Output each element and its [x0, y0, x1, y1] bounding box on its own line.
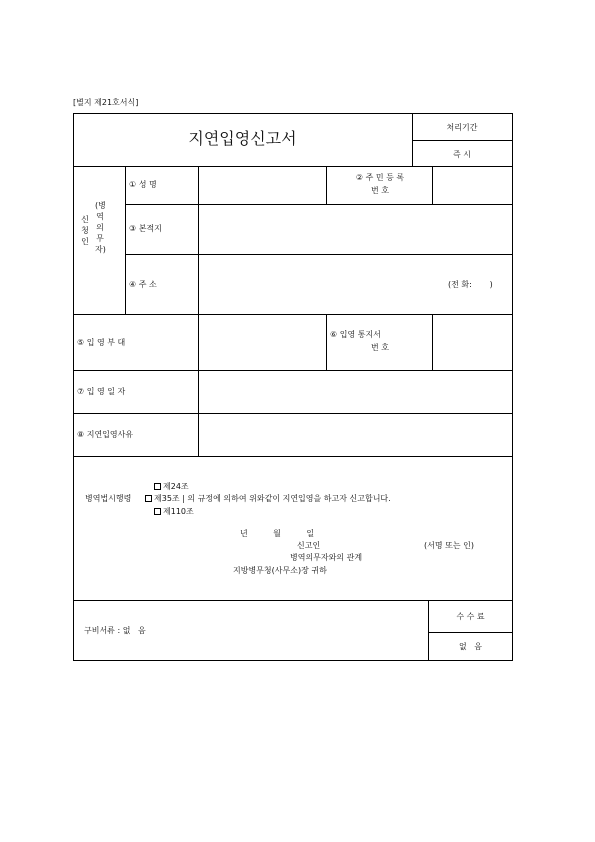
- signature-label: (서명 또는 인): [424, 541, 474, 550]
- notice-number-field[interactable]: [433, 315, 511, 369]
- notice-label-1: ⑥ 입영 통지서: [330, 330, 381, 339]
- form-number: [별지 제21호서식]: [73, 98, 139, 107]
- frame-left: [73, 113, 74, 661]
- processing-period-value: 즉 시: [453, 150, 471, 159]
- enlist-date-field[interactable]: [199, 371, 511, 412]
- checkbox-article-35[interactable]: [145, 495, 152, 502]
- addressee: 지방병무청(사무소)장 귀하: [233, 566, 327, 575]
- reporter-label: 신고인: [297, 541, 321, 550]
- name-label: ① 성 명: [129, 180, 157, 189]
- enlist-unit-field[interactable]: [199, 315, 325, 369]
- attachments-label: 구비서류 : 없 음: [84, 626, 146, 635]
- fee-value: 없 음: [458, 642, 483, 651]
- applicant-side-label: 신 청 인: [81, 215, 89, 246]
- article-35: 제35조 | 의 규정에 의하여 위와같이 지연입영을 하고자 신고합니다.: [145, 494, 391, 504]
- article-24: 제24조: [154, 482, 189, 492]
- phone-label: (전 화: ): [448, 280, 493, 289]
- applicant-side-sublabel: (병역의무자): [95, 201, 106, 254]
- frame-right: [512, 113, 513, 661]
- name-field[interactable]: [199, 167, 325, 203]
- article-110: 제110조: [154, 507, 194, 517]
- form-title: 지연입영신고서: [188, 129, 297, 148]
- relation-label: 병역의무자와의 관계: [290, 553, 363, 562]
- enlist-date-label: ⑦ 입 영 일 자: [77, 387, 126, 396]
- rrn-label-1: ② 주 민 등 록: [355, 173, 405, 182]
- checkbox-article-110[interactable]: [154, 508, 161, 515]
- checkbox-article-24[interactable]: [154, 483, 161, 490]
- rrn-label-2: 번 호: [371, 186, 389, 195]
- delay-reason-field[interactable]: [199, 414, 511, 455]
- processing-period-label: 처리기간: [446, 123, 478, 132]
- delay-reason-label: ⑧ 지연입영사유: [77, 430, 134, 439]
- address-label: ④ 주 소: [129, 280, 157, 289]
- frame-top: [73, 113, 513, 114]
- declaration-text: 의 규정에 의하여 위와같이 지연입영을 하고자 신고합니다.: [187, 494, 391, 503]
- notice-label-2: 번 호: [371, 343, 389, 352]
- date-line: 년 월 일: [240, 529, 315, 538]
- fee-label: 수 수 료: [456, 612, 485, 621]
- decree-prefix: 병역법시행령: [85, 494, 132, 503]
- domicile-label: ③ 본적지: [129, 224, 162, 233]
- rrn-field[interactable]: [433, 167, 511, 203]
- domicile-field[interactable]: [199, 205, 511, 253]
- enlist-unit-label: ⑤ 입 영 부 대: [77, 338, 126, 347]
- frame-bottom: [73, 660, 513, 661]
